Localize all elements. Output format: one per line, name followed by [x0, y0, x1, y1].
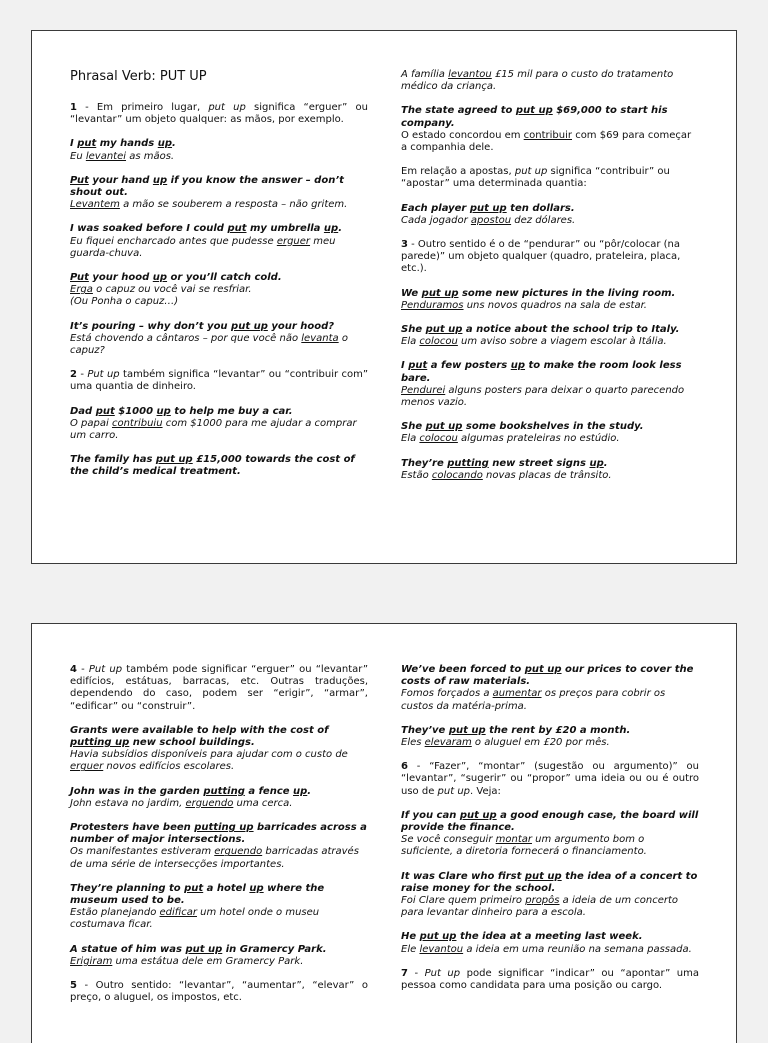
page2-right-blocks — [401, 664, 699, 992]
example-translation: John estava no jardim, erguendo uma cerca. — [70, 797, 293, 809]
example-english: They’re putting new street signs up. — [401, 457, 608, 469]
example-pair — [70, 454, 368, 478]
document-page-2 — [31, 623, 737, 1043]
example-english: Protesters have been putting up barricades across a number of major intersections. — [70, 822, 367, 846]
example-translation: Estão planejando edificar um hotel onde o museu costumava ficar. — [70, 907, 320, 931]
example-translation: Cada jogador apostou dez dólares. — [401, 214, 576, 226]
example-pair — [401, 324, 699, 348]
example-pair — [401, 871, 699, 920]
example-pair — [401, 360, 699, 409]
example-pair — [401, 931, 699, 955]
definition-paragraph: 6 - “Fazer”, “montar” (sugestão ou argumento)” ou “levantar”, “sugerir” ou “propor” uma ideia ou ou é outro uso de put up. Veja: — [401, 761, 699, 797]
definition-paragraph: 3 - Outro sentido é o de “pendurar” ou “pôr/colocar (na parede)” um objeto qualquer (quadro, prateleira, placa, etc.). — [401, 239, 681, 275]
example-english: They’ve put up the rent by £20 a month. — [401, 724, 631, 736]
definition-paragraph: 2 - Put up também significa “levantar” ou “contribuir com” uma quantia de dinheiro. — [70, 369, 369, 393]
example-english: They’re planning to put a hotel up where the museum used to be. — [70, 882, 325, 907]
document-title: Phrasal Verb: PUT UP — [70, 69, 207, 84]
definition-paragraph: 7 - Put up pode significar “indicar” ou “apontar” uma pessoa como candidata para uma posição ou cargo. — [401, 967, 700, 992]
example-pair — [70, 138, 368, 162]
example-translation: Eu fiquei encharcado antes que pudesse erguer meu guarda-chuva. — [70, 235, 336, 259]
document-page-1 — [31, 30, 737, 564]
example-english: Grants were available to help with the cost of putting up new school buildings. — [70, 724, 329, 749]
example-pair — [70, 883, 368, 932]
example-translation: Eles elevaram o aluguel em £20 por mês. — [401, 737, 610, 749]
example-translation: Havia subsídios disponíveis para ajudar com o custo de erguer novos edifícios escolares. — [70, 749, 348, 773]
example-pair — [70, 406, 368, 443]
example-pair — [70, 321, 368, 358]
example-translation: Ela colocou um aviso sobre a viagem escolar à Itália. — [401, 336, 667, 348]
example-pair — [401, 810, 699, 859]
example-translation: Erigiram uma estátua dele em Gramercy Park. — [70, 955, 304, 967]
example-english: It was Clare who first put up the idea of a concert to raise money for the school. — [401, 870, 698, 894]
example-english: The state agreed to put up $69,000 to start his company. — [401, 105, 668, 129]
example-english: She put up some bookshelves in the study. — [401, 421, 644, 433]
example-english: John was in the garden putting a fence up. — [70, 785, 312, 797]
example-english: We’ve been forced to put up our prices to cover the costs of raw materials. — [401, 664, 694, 688]
example-pair — [70, 175, 368, 212]
example-translation: A família levantou £15 mil para o custo do tratamento médico da criança. — [401, 69, 674, 93]
example-english: We put up some new pictures in the living room. — [401, 287, 676, 299]
example-translation: Os manifestantes estiveram erguendo barricadas através de uma série de intersecções importantes. — [70, 846, 359, 870]
example-pair — [70, 822, 368, 871]
example-pair — [401, 69, 699, 93]
example-english: I put my hands up. — [70, 138, 176, 150]
page2-left-blocks — [70, 664, 368, 1004]
example-english: It’s pouring – why don’t you put up your hood? — [70, 320, 335, 332]
page1-right-blocks — [401, 69, 699, 482]
example-translation: Ela colocou algumas prateleiras no estúdio. — [401, 433, 620, 445]
example-pair — [401, 664, 699, 713]
example-english: Put your hand up if you know the answer – don’t shout out. — [70, 174, 344, 199]
example-english: He put up the idea at a meeting last week. — [401, 931, 643, 943]
example-translation: Pendurei alguns posters para deixar o quarto parecendo menos vazio. — [401, 384, 685, 409]
page2-left-column — [70, 664, 368, 1016]
example-translation: Estão colocando novas placas de trânsito. — [401, 469, 612, 481]
example-english: She put up a notice about the school trip to Italy. — [401, 324, 680, 336]
example-pair — [70, 272, 368, 309]
example-pair — [70, 725, 368, 774]
example-translation: Está chovendo a cântaros – por que você não levanta o capuz? — [70, 332, 348, 357]
example-translation: O papai contribuiu com $1000 para me ajudar a comprar um carro. — [70, 417, 357, 442]
example-pair — [401, 725, 699, 749]
example-translation: Se você conseguir montar um argumento bom o suficiente, a diretoria fornecerá o financiamento. — [401, 834, 647, 858]
example-english: A statue of him was put up in Gramercy Park. — [70, 943, 327, 955]
example-translation: Fomos forçados a aumentar os preços para cobrir os custos da matéria-prima. — [401, 688, 666, 712]
example-translation: Eu levantei as mãos. — [70, 150, 175, 162]
example-english: Each player put up ten dollars. — [401, 202, 575, 214]
example-pair — [401, 203, 699, 227]
page2-right-column — [401, 664, 699, 1004]
example-pair — [401, 458, 699, 482]
example-translation: Foi Clare quem primeiro propôs a ideia de um concerto para levantar dinheiro para a escola. — [401, 895, 679, 919]
example-english: I was soaked before I could put my umbrella up. — [70, 223, 343, 235]
page1-right-column — [401, 69, 699, 494]
definition-paragraph: Em relação a apostas, put up significa “contribuir” ou “apostar” uma determinada quantia: — [401, 166, 670, 190]
example-english: If you can put up a good enough case, the board will provide the finance. — [401, 809, 699, 834]
example-english: Put your hood up or you’ll catch cold. — [70, 272, 282, 284]
example-pair — [401, 105, 699, 154]
example-pair — [70, 944, 368, 968]
page1-left-column — [70, 69, 368, 491]
example-translation: Erga o capuz ou você vai se resfriar. (Ou Ponha o capuz…) — [70, 284, 252, 308]
example-pair — [401, 288, 699, 312]
example-translation: Penduramos uns novos quadros na sala de estar. — [401, 299, 647, 311]
definition-paragraph: 1 - Em primeiro lugar, put up significa “erguer” ou “levantar” um objeto qualquer: as mãos, por exemplo. — [70, 102, 368, 126]
example-pair — [401, 421, 699, 445]
definition-paragraph: 5 - Outro sentido: “levantar”, “aumentar”, “elevar” o preço, o aluguel, os impostos, etc. — [70, 980, 368, 1004]
page1-left-blocks — [70, 102, 368, 479]
example-translation: O estado concordou em contribuir com $69 para começar a companhia dele. — [401, 129, 692, 154]
example-english: Dad put $1000 up to help me buy a car. — [70, 405, 293, 417]
definition-paragraph: 4 - Put up também pode significar “erguer” ou “levantar” edifícios, estátuas, barracas, etc. Outras traduções, dependendo do caso, podem ser “erigir”, “armar”, “edificar” ou “construir”. — [70, 664, 369, 712]
example-pair — [70, 786, 368, 810]
example-english: The family has put up £15,000 towards the cost of the child’s medical treatment. — [70, 454, 355, 478]
example-translation: Levantem a mão se souberem a resposta – não gritem. — [70, 199, 348, 211]
example-english: I put a few posters up to make the room look less bare. — [401, 360, 682, 384]
example-pair — [70, 223, 368, 260]
example-translation: Ele levantou a ideia em uma reunião na semana passada. — [401, 943, 692, 955]
